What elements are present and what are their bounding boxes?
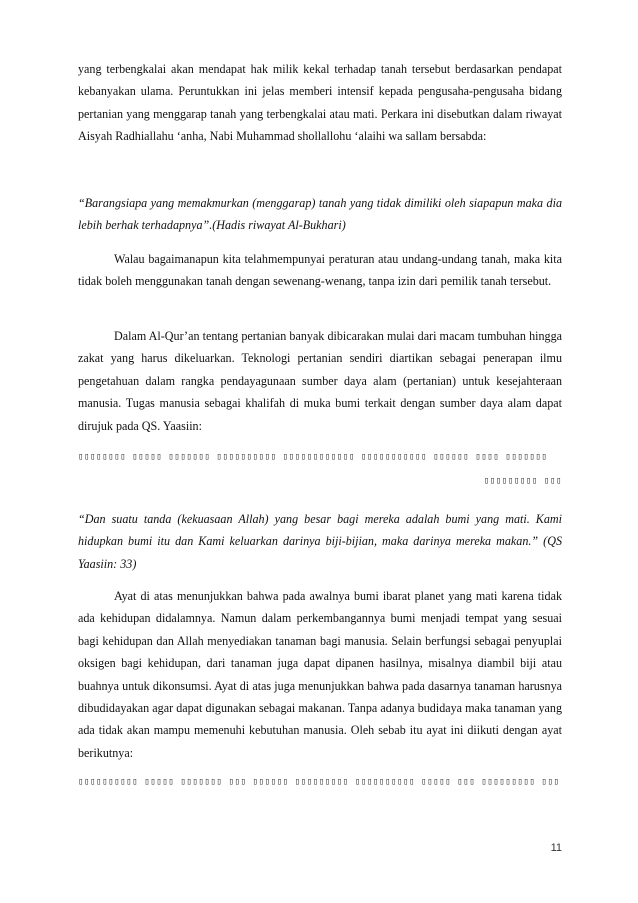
paragraph-4: Dalam Al-Qur’an tentang pertanian banyak dibicarakan mulai dari macam tumbuhan hingga zakat yang harus dikeluarkan. Teknologi pertanian sendiri diartikan sebagai penerapan ilmu pengetahuan dalam rangka pendayagunaan sumber daya alam (pertanian) untuk kesejahteraan manusia. Tugas manusia sebagai khalifah di muka bumi terkait dengan sumber daya alam dapat dirujuk pada QS. Yaasiin: [78,329,562,433]
arabic-verse-line-1: ▯▯▯▯▯▯▯▯ ▯▯▯▯▯ ▯▯▯▯▯▯▯ ▯▯▯▯▯▯▯▯▯▯ ▯▯▯▯▯▯▯▯▯▯▯▯ ▯▯▯▯▯▯▯▯▯▯▯ ▯▯▯▯▯▯ ▯▯▯▯ ▯▯▯▯▯▯▯ [78,452,548,462]
hadith-quote: “Barangsiapa yang memakmurkan (menggarap) tanah yang tidak dimiliki oleh siapapun maka dia lebih berhak terhadapnya”.(Hadis riwayat Al-Bukhari) [78,196,562,233]
arabic-verse-line-3: ▯▯▯▯▯▯▯▯▯▯ ▯▯▯▯▯ ▯▯▯▯▯▯▯ ▯▯▯ ▯▯▯▯▯▯ ▯▯▯▯▯▯▯▯▯ ▯▯▯▯▯▯▯▯▯▯ ▯▯▯▯▯ ▯▯▯ ▯▯▯▯▯▯▯▯▯ ▯▯▯ [78,777,560,787]
paragraph-1: yang terbengkalai akan mendapat hak milik kekal terhadap tanah tersebut berdasarkan pendapat kebanyakan ulama. Peruntukkan ini jelas memberi intensif kepada pengusaha-pengusaha bidang pertanian yang menggarap tanah yang terbengkalai atau mati. Perkara ini disebutkan dalam riwayat Aisyah Radhiallahu ‘anha, Nabi Muhammad shollallohu ‘alaihi wa sallam bersabda: [78,62,562,144]
paragraph-3: Walau bagaimanapun kita telahmempunyai peraturan atau undang-undang tanah, maka kita tidak boleh menggunakan tanah dengan sewenang-wenang, tanpa izin dari pemilik tanah tersebut. [78,252,562,289]
verse-translation: “Dan suatu tanda (kekuasaan Allah) yang besar bagi mereka adalah bumi yang mati. Kami hidupkan bumi itu dan Kami keluarkan darinya biji-bijian, maka darinya mereka makan.” (QS Yaasiin: 33) [78,512,562,571]
page-number: 11 [550,842,562,854]
paragraph-6: Ayat di atas menunjukkan bahwa pada awalnya bumi ibarat planet yang mati karena tidak ada kehidupan didalamnya. Namun dalam perkembangannya bumi menjadi tempat yang sesuai bagi kehidupan dan Allah menyediakan tanaman bagi manusia. Selain berfungsi sebagai penyuplai oksigen bagi kehidupan, dari tanaman juga dapat dipanen hasilnya, misalnya diambil biji atau buahnya untuk dikonsumsi. Ayat di atas juga menunjukkan bahwa pada dasarnya tanaman harusnya dibudidayakan agar dapat digunakan sebagai makanan. Tanpa adanya budidaya maka tanaman yang ada tidak akan mampu memenuhi kebutuhan manusia. Oleh sebab itu ayat ini diikuti dengan ayat berikutnya: [78,589,562,760]
arabic-verse-line-2: ▯▯▯▯▯▯▯▯▯ ▯▯▯ [483,476,562,486]
